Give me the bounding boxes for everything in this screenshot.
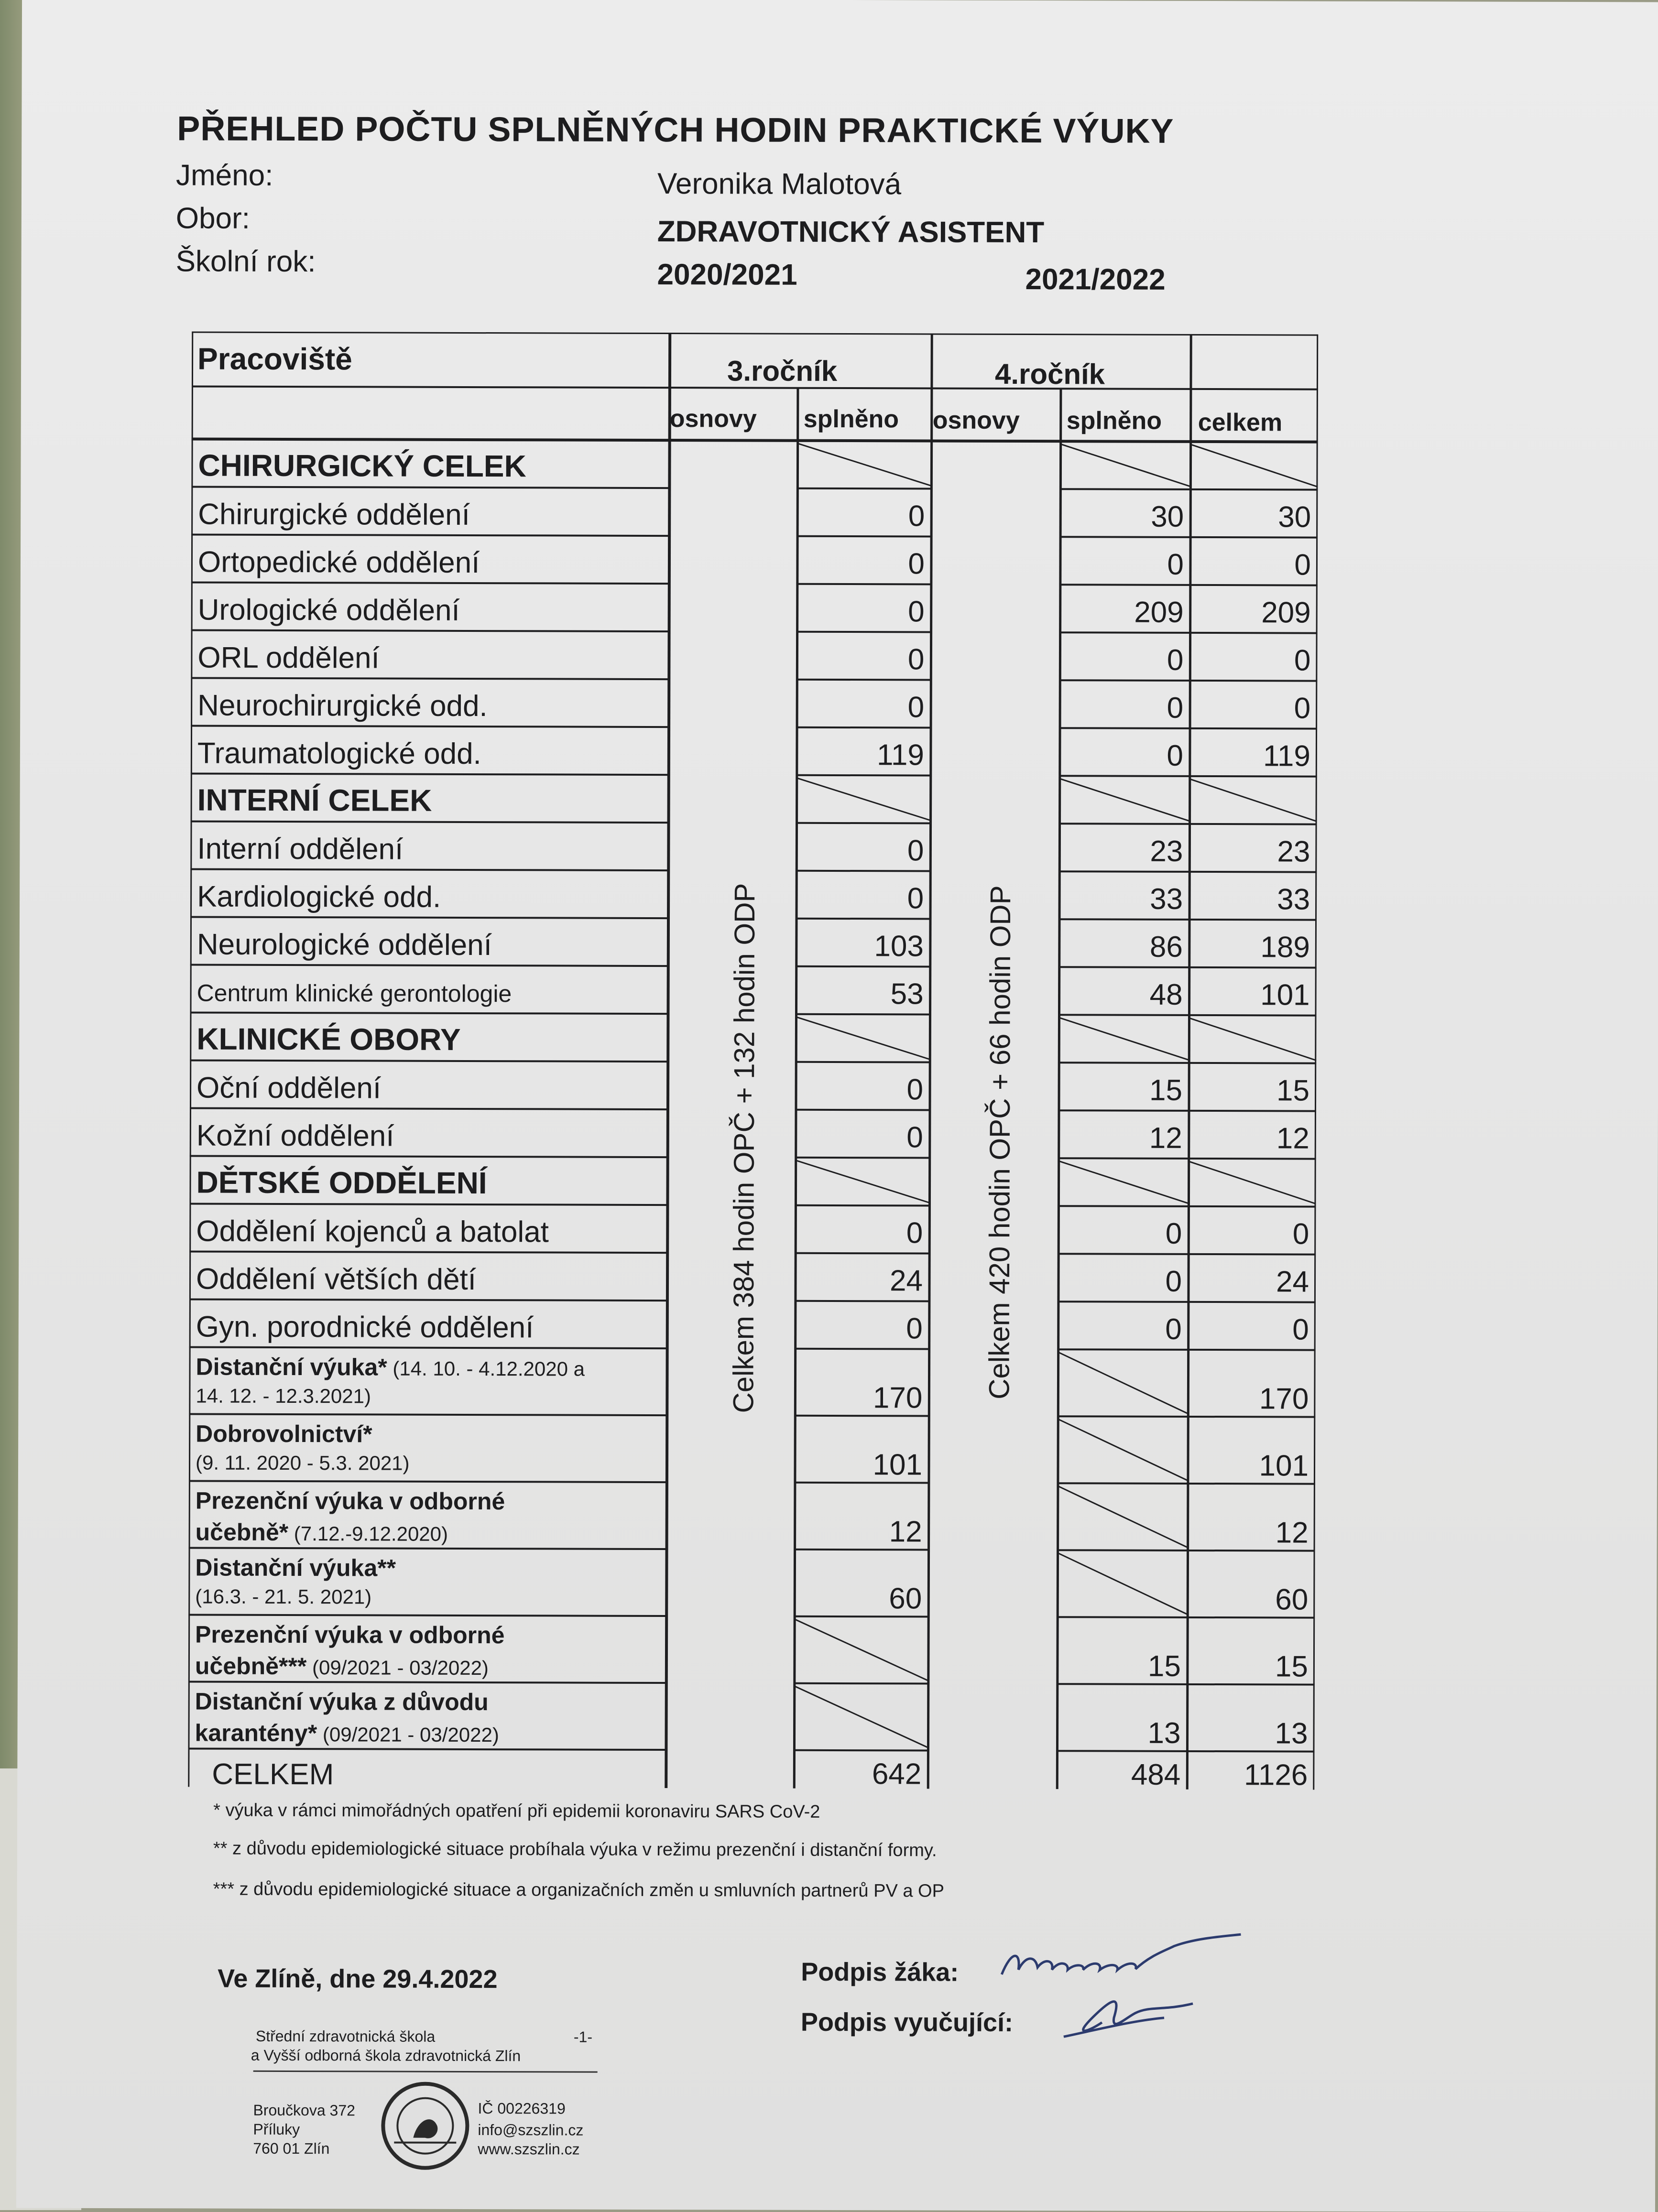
year3-completed-value: 0: [906, 1216, 923, 1250]
total-value: 209: [1261, 596, 1311, 629]
total-value: 15: [1276, 1074, 1310, 1107]
row-label: ORL oddělení: [197, 641, 380, 675]
row-label: Oční oddělení: [196, 1071, 382, 1105]
total-value: 0: [1294, 692, 1311, 725]
total-value: 119: [1263, 739, 1311, 773]
year3-completed-value: 0: [908, 499, 925, 533]
year4-completed-value: 0: [1167, 691, 1184, 725]
year4-completed-value: 33: [1150, 882, 1183, 916]
field-label: Obor:: [175, 202, 251, 235]
grid-line: [795, 1683, 928, 1684]
grid-line: [1187, 334, 1191, 1789]
grid-line: [794, 388, 798, 1789]
year4-completed-value: 0: [1165, 1265, 1182, 1298]
grid-line: [190, 965, 668, 966]
grid-line: [1058, 1349, 1316, 1350]
year3-total-value: 642: [872, 1757, 922, 1791]
grid-line: [795, 1619, 928, 1681]
teacher-signature-label: Podpis vyučující:: [800, 2007, 1014, 2037]
grid-line: [1189, 1018, 1316, 1061]
year4-completed-value: 0: [1167, 739, 1184, 772]
stamp-line2: a Vyšší odborná škola zdravotnická Zlín: [251, 2046, 521, 2065]
grid-line: [797, 444, 931, 486]
special-row-label-line2: učebně*** (09/2021 - 03/2022): [195, 1652, 489, 1680]
year4-completed-value: 12: [1149, 1121, 1182, 1155]
sub-osnovy-4: osnovy: [932, 406, 1020, 434]
total-value: 30: [1278, 500, 1311, 534]
grid-line: [188, 1615, 666, 1616]
total-value: 13: [1275, 1717, 1308, 1750]
grid-line: [797, 536, 931, 537]
total-value: 170: [1259, 1382, 1309, 1416]
special-row-label-line1: Distanční výuka z důvodu: [195, 1688, 489, 1716]
year4-completed-value: 30: [1151, 500, 1184, 533]
grid-line: [189, 1204, 667, 1205]
special-row-label-line2: karantény* (09/2021 - 03/2022): [195, 1719, 499, 1747]
category-label: CHIRURGICKÝ CELEK: [198, 448, 526, 484]
grid-line: [1058, 1352, 1188, 1414]
grid-line: [797, 778, 931, 821]
field-value: ZDRAVOTNICKÝ ASISTENT: [657, 215, 1045, 249]
grid-line: [796, 1205, 929, 1206]
row-label: Ortopedické oddělení: [197, 545, 480, 580]
grid-line: [666, 333, 670, 1788]
stamp-address-2: Příluky: [253, 2120, 300, 2138]
grid-line: [796, 1017, 930, 1060]
total-value: 101: [1259, 1449, 1309, 1483]
row-label: Gyn. porodnické oddělení: [196, 1310, 534, 1345]
footnote-3: *** z důvodu epidemiologické situace a organizačních změn u smluvních partnerů PV a OP: [213, 1879, 945, 1901]
total-value: 60: [1275, 1583, 1309, 1616]
stamp-address-1: Broučkova 372: [253, 2101, 356, 2119]
year4-completed-value: 15: [1147, 1649, 1181, 1683]
grid-line: [190, 869, 668, 870]
grid-line: [797, 775, 931, 776]
grid-line: [191, 678, 669, 679]
special-row-label-line1: Prezenční výuka v odborné: [195, 1487, 505, 1515]
grid-line: [190, 1060, 668, 1062]
grid-line: [191, 821, 669, 823]
grid-line: [1189, 1161, 1316, 1204]
year3-completed-value: 24: [889, 1264, 923, 1298]
total-value: 15: [1275, 1650, 1309, 1683]
grid-line: [1059, 1110, 1316, 1111]
year3-completed-value: 103: [874, 930, 924, 963]
grid-line: [1060, 779, 1190, 821]
year4-completed-value: 0: [1165, 1312, 1182, 1346]
grid-line: [1060, 680, 1317, 681]
total-value: 33: [1277, 883, 1310, 916]
grid-line: [1058, 1416, 1315, 1417]
sub-splneno-3: splněno: [803, 405, 899, 434]
footnote-1: * výuka v rámci mimořádných opatření při epidemii koronaviru SARS CoV-2: [213, 1800, 820, 1822]
grid-line: [1059, 871, 1317, 872]
stamp-ic: IČ 00226319: [478, 2100, 566, 2117]
row-label: Kožní oddělení: [196, 1119, 394, 1153]
year4-completed-value: 0: [1165, 1217, 1182, 1250]
paper-sheet: [16, 0, 1658, 2212]
grid-line: [188, 331, 192, 1787]
row-label: Neurologické oddělení: [196, 928, 492, 962]
special-row-label-line2: (16.3. - 21. 5. 2021): [195, 1585, 372, 1608]
total-value: 189: [1260, 931, 1310, 964]
total-label: CELKEM: [212, 1757, 334, 1791]
grid-line: [189, 1414, 667, 1415]
grid-line: [1058, 1483, 1315, 1484]
grid-line: [1059, 919, 1317, 920]
grid-line: [1058, 1550, 1315, 1551]
row-label: Interní oddělení: [197, 832, 404, 866]
grid-line: [191, 773, 669, 775]
grid-line: [190, 917, 668, 918]
year3-completed-value: 0: [906, 1312, 923, 1345]
grid-line: [189, 1481, 667, 1482]
total-value: 0: [1294, 644, 1311, 677]
grid-line: [191, 487, 669, 488]
year4-total-value: 484: [1131, 1758, 1181, 1791]
row-label: Oddělení větších dětí: [196, 1262, 477, 1297]
year4-completed-value: 13: [1147, 1716, 1181, 1750]
row-label: Neurochirurgické odd.: [197, 689, 488, 723]
grid-line: [1058, 1161, 1189, 1204]
year3-completed-value: 0: [907, 643, 925, 676]
place-date: Ve Zlíně, dne 29.4.2022: [218, 1964, 498, 1994]
stamp-address-3: 760 01 Zlín: [253, 2139, 330, 2158]
row-label: Chirurgické oddělení: [198, 498, 470, 531]
grid-line: [796, 1253, 929, 1254]
year3-completed-value: 0: [907, 882, 924, 915]
year3-completed-value: 0: [908, 547, 925, 581]
year3-completed-value: 0: [908, 595, 925, 629]
grid-line: [188, 1681, 666, 1683]
grid-line: [188, 1748, 666, 1750]
year3-completed-value: 12: [889, 1515, 922, 1549]
row-label: Kardiologické odd.: [197, 880, 441, 914]
year3-completed-value: 0: [907, 691, 925, 724]
grid-line: [1060, 444, 1190, 487]
school-seal-icon: [380, 2080, 470, 2171]
total-value: 12: [1276, 1122, 1309, 1155]
row-label: Urologické oddělení: [197, 593, 460, 627]
grid-line: [797, 584, 931, 585]
special-row-label-line2: 14. 12. - 12.3.2021): [196, 1384, 371, 1408]
special-row-label-line1: Dobrovolnictví*: [196, 1420, 372, 1448]
grid-line: [189, 1299, 667, 1301]
year4-completed-value: 48: [1149, 978, 1183, 1011]
grid-line: [797, 727, 931, 728]
year-1: 2020/2021: [657, 258, 797, 292]
category-label: INTERNÍ CELEK: [197, 782, 432, 818]
grid-line: [1058, 1301, 1316, 1302]
year4-completed-value: 0: [1167, 643, 1184, 677]
year3-completed-value: 170: [873, 1381, 923, 1415]
year3-completed-value: 119: [876, 738, 925, 772]
grid-line: [1058, 1553, 1188, 1615]
year4-completed-value: 15: [1149, 1073, 1183, 1107]
year3-completed-value: 53: [890, 977, 924, 1011]
grid-line: [1060, 632, 1318, 633]
category-label: KLINICKÉ OBORY: [196, 1021, 461, 1057]
category-label: DĚTSKÉ ODDĚLENÍ: [196, 1165, 487, 1201]
total-value: 101: [1260, 978, 1310, 1012]
grid-line: [797, 488, 931, 489]
year3-completed-value: 60: [889, 1582, 922, 1616]
special-row-label-line1: Distanční výuka**: [195, 1554, 396, 1582]
name-value: Veronika Malotová: [657, 167, 902, 201]
grid-line: [189, 1251, 667, 1253]
header-workplace: Pracoviště: [197, 341, 352, 377]
year3-completed-value: 101: [873, 1448, 923, 1482]
grid-line: [190, 1108, 668, 1109]
student-signature-label: Podpis žáka:: [801, 1957, 959, 1987]
total-value: 0: [1292, 1217, 1309, 1251]
grid-line: [191, 630, 669, 631]
grid-line: [1059, 1018, 1189, 1060]
footnote-2: ** z důvodu epidemiologické situace probíhala výuka v režimu prezenční i distanční formy.: [213, 1838, 937, 1861]
header-year4: 4.ročník: [994, 358, 1105, 390]
stamp-divider: [253, 2071, 598, 2073]
year-label: Školní rok:: [175, 245, 316, 279]
grid-line: [796, 1014, 930, 1015]
hours-table: [188, 331, 1318, 1792]
grid-line: [191, 582, 669, 584]
special-row-label-line2: učebně* (7.12.-9.12.2020): [195, 1518, 448, 1546]
grid-line: [795, 1616, 928, 1617]
header-year3: 3.ročník: [727, 355, 838, 387]
grid-line: [1059, 1158, 1316, 1159]
grid-line: [796, 966, 930, 967]
handwritten-signatures: [992, 1922, 1279, 2066]
grid-line: [1057, 389, 1061, 1789]
grid-line: [796, 1160, 929, 1203]
grid-line: [1190, 779, 1317, 822]
year4-completed-value: 0: [1167, 548, 1184, 581]
stamp-web: www.szszlin.cz: [478, 2140, 580, 2158]
grid-line: [797, 823, 931, 824]
grid-line: [190, 1012, 668, 1014]
grid-line: [794, 1750, 928, 1751]
year3-completed-value: 0: [906, 1121, 923, 1154]
vertical-note-year4: Celkem 420 hodin OPČ + 66 hodin ODP: [983, 885, 1017, 1399]
stamp-email: info@szszlin.cz: [478, 2121, 584, 2139]
grid-line: [1190, 445, 1318, 487]
total-value: 0: [1294, 548, 1311, 582]
vertical-note-year3: Celkem 384 hodin OPČ + 132 hodin ODP: [727, 883, 761, 1413]
total-value: 23: [1277, 835, 1310, 868]
row-label: Centrum klinické gerontologie: [196, 979, 512, 1008]
document-title: PŘEHLED POČTU SPLNĚNÝCH HODIN PRAKTICKÉ VÝUKY: [177, 109, 1174, 151]
year4-completed-value: 209: [1134, 596, 1184, 629]
special-row-label-line2: (9. 11. 2020 - 5.3. 2021): [195, 1451, 410, 1475]
special-row-label-line1: Prezenční výuka v odborné: [195, 1621, 505, 1649]
grid-line: [191, 534, 669, 536]
grid-line: [189, 1347, 667, 1348]
sub-splneno-4: splněno: [1066, 407, 1162, 435]
year3-completed-value: 0: [907, 834, 924, 867]
stamp-page: -1-: [573, 2028, 593, 2046]
sub-celkem: celkem: [1198, 408, 1283, 437]
stamp-line1: Střední zdravotnická škola: [255, 2027, 436, 2045]
grand-total-value: 1126: [1244, 1758, 1308, 1792]
year4-completed-value: 86: [1149, 930, 1183, 964]
row-label: Traumatologické odd.: [197, 737, 481, 771]
grid-line: [189, 1548, 667, 1549]
grid-line: [1314, 335, 1318, 1790]
grid-line: [1058, 1419, 1188, 1481]
special-row-label-line1: Distanční výuka* (14. 10. - 4.12.2020 a: [196, 1353, 585, 1381]
grid-line: [1058, 1486, 1188, 1548]
year-2: 2021/2022: [1025, 263, 1166, 296]
grid-line: [794, 1686, 928, 1748]
grid-line: [928, 334, 932, 1789]
name-label: Jméno:: [175, 159, 273, 192]
row-label: Oddělení kojenců a batolat: [196, 1214, 549, 1249]
grid-line: [190, 1156, 668, 1157]
grid-line: [191, 726, 669, 727]
grid-line: [192, 439, 1318, 442]
total-value: 24: [1276, 1265, 1309, 1299]
grid-line: [192, 331, 1318, 334]
total-value: 12: [1275, 1516, 1309, 1550]
sub-osnovy-3-label: osnovy: [669, 405, 757, 433]
year4-completed-value: 23: [1150, 835, 1183, 868]
year3-completed-value: 0: [906, 1073, 924, 1106]
grid-line: [796, 1062, 930, 1063]
total-value: 0: [1292, 1313, 1309, 1346]
